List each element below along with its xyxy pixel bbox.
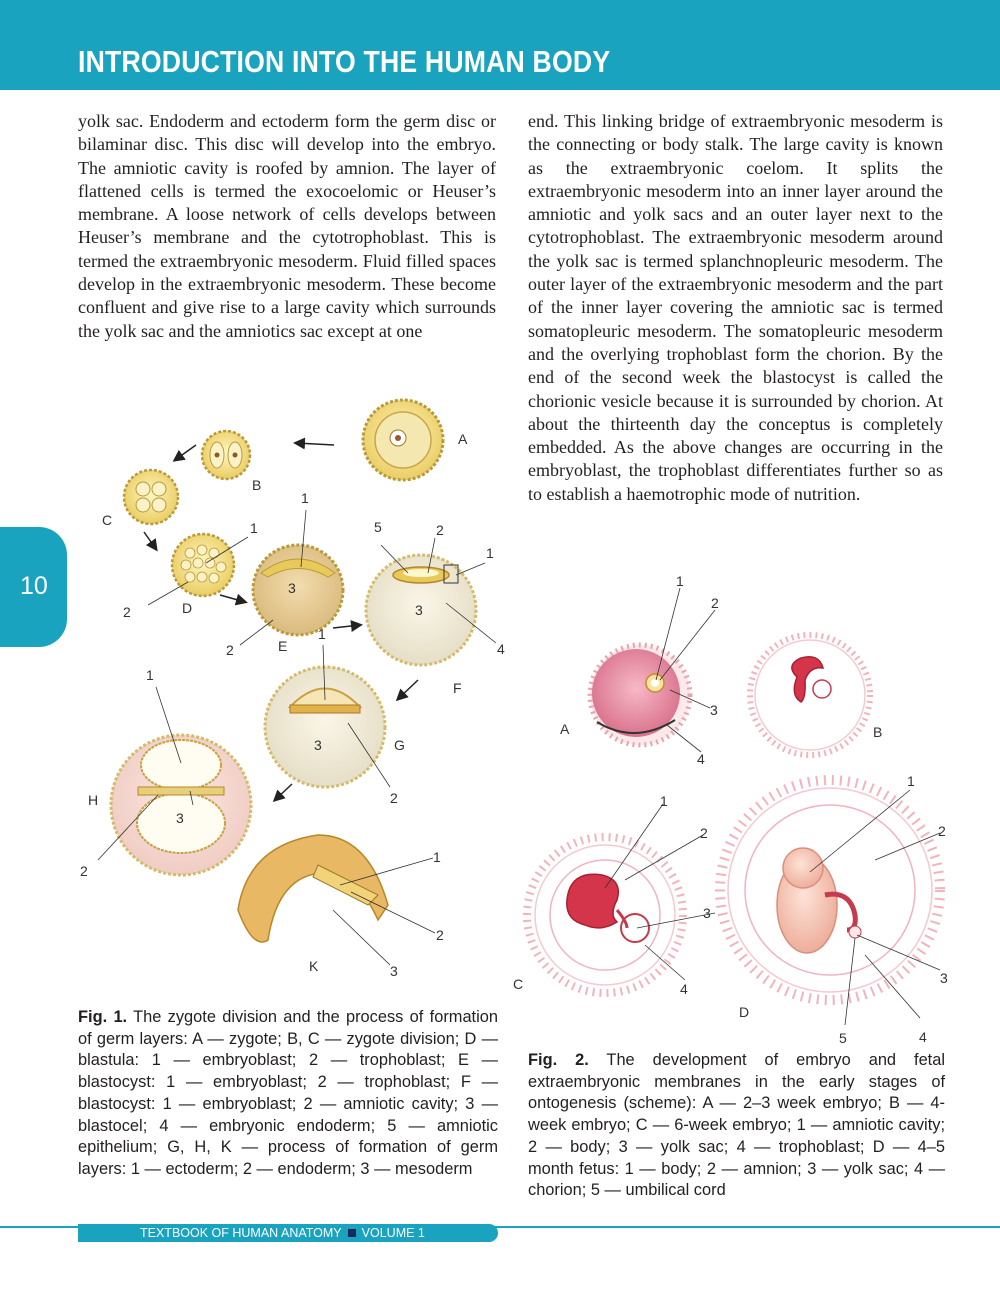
body-text-column-1: yolk sac. Endoderm and ectoderm form the germ disc or bilaminar disc. This disc will develop into the embryo. The amniotic cavity is roofed by amnion. The layer of flattened cells is termed the exocoelomic or Heuser’s membrane. A loose network of cells develops between Heuser’s membrane and the cytotrophoblast. This is termed the extraembryonic mesoderm. Fluid filled spaces develop in the extraembryonic mesoderm. These become confluent and give rise to a large cavity which surrounds the yolk sac and the amniotics sac except at one	[78, 111, 496, 341]
fig1-label-E: E	[278, 638, 288, 654]
fig1-F-label-5: 5	[374, 519, 382, 535]
fig1-label-D: D	[182, 600, 193, 616]
fig1-label-A: A	[458, 431, 468, 447]
fig2-label-B: B	[873, 724, 883, 740]
fig1-F-label-2: 2	[436, 522, 444, 538]
fig2-D-label-3: 3	[940, 970, 948, 986]
figure-2-caption	[528, 1050, 945, 1202]
fig1-label-F: F	[453, 680, 462, 696]
fig2-D-label-2: 2	[938, 823, 946, 839]
footer-square-icon	[348, 1229, 356, 1237]
fig1-G-label-2: 2	[390, 790, 398, 806]
figure-1-caption-text: The zygote division and the process of formation of germ layers: A — zygote; B, C — zygote division; D — blastula: 1 — embryoblast; 2 — trophoblast; E — blastocyst: 1 — embryoblast; 2 — trophoblast; F — blastocyst: 1 — embryoblast; 2 — amniotic cavity; 3 — blastocel; 4 — embryonic endoderm; 5 — amniotic epithelium; G, H, K — process of formation of germ layers: 1 — ectoderm; 2 — endoderm; 3 — mesoderm	[78, 1008, 498, 1178]
running-footer	[140, 1226, 425, 1240]
fig1-label-H: H	[88, 792, 99, 808]
footer-volume: VOLUME 1	[361, 1226, 425, 1240]
fig2-D-label-5: 5	[839, 1030, 847, 1045]
fig2-label-D: D	[739, 1004, 750, 1020]
fig2-A-label-1: 1	[676, 573, 684, 589]
figure-2-illustration	[505, 570, 965, 1045]
fig2-embryo-A	[590, 645, 690, 745]
fig1-E-label-1: 1	[301, 490, 309, 506]
fig2-label-A: A	[560, 721, 570, 737]
fig1-four-cell-C	[124, 470, 178, 524]
fig1-label-B: B	[252, 477, 262, 493]
fig2-D-label-1: 1	[907, 773, 915, 789]
fig2-D-label-4: 4	[919, 1029, 927, 1045]
figure-2-caption-label: Fig. 2.	[528, 1051, 589, 1069]
fig2-A-label-4: 4	[697, 751, 705, 767]
fig1-zygote-A	[363, 400, 443, 480]
fig1-K-label-3: 3	[390, 963, 398, 979]
fig1-K-label-1: 1	[433, 849, 441, 865]
footer-book-title: TEXTBOOK OF HUMAN ANATOMY	[140, 1226, 342, 1240]
body-text-column-2: end. This linking bridge of extraembryonic mesoderm is the connecting or body stalk. The large cavity is known as the extraembryonic coelom. It splits the extraembryonic mesoderm into an inner layer around the amniotic and yolk sacs and an outer layer next to the cytotrophoblast. The extraembryonic mesoderm around the yolk sac is termed splanchnopleuric mesoderm. The outer layer of the extraembryonic mesoderm and the part of the inner layer covering the amniotic sac is termed somatopleuric mesoderm. The somatopleuric mesoderm and the overlying trophoblast form the chorion. By the end of the second week the blastocyst is called the chorionic vesicle because it is surrounded by chorion. At about the thirteenth day the conceptus is completely embedded. As the above changes are occurring in the embryoblast, the trophoblast differentiates further so as to establish a haemotrophic mode of nutrition.	[528, 111, 943, 504]
fig2-A-label-3: 3	[710, 702, 718, 718]
figure-1-illustration	[78, 395, 518, 995]
fig1-blastula-D	[172, 534, 234, 596]
fig2-C-label-4: 4	[680, 981, 688, 997]
fig1-H-label-1: 1	[146, 667, 154, 683]
fig2-embryo-B	[750, 635, 870, 755]
fig1-F-label-1: 1	[486, 545, 494, 561]
fig1-F-label-4: 4	[497, 641, 505, 657]
fig1-germ-disc-K	[238, 835, 388, 942]
fig1-label-K: K	[309, 958, 319, 974]
fig1-blastocyst-E	[253, 545, 343, 635]
fig1-H-label-3: 3	[176, 810, 184, 826]
fig1-H-label-2: 2	[80, 863, 88, 879]
page-number: 10	[20, 572, 48, 600]
fig1-K-label-2: 2	[436, 927, 444, 943]
fig2-label-C: C	[513, 976, 524, 992]
page-title: INTRODUCTION INTO THE HUMAN BODY	[78, 44, 611, 79]
fig1-E-label-3: 3	[288, 580, 296, 596]
fig2-C-label-1: 1	[660, 793, 668, 809]
fig1-D-label-1: 1	[250, 520, 258, 536]
figure-2-caption-text: The development of embryo and fetal extraembryonic membranes in the early stages of ontogenesis (scheme): A — 2–3 week embryo; B — 4-week embryo; C — 6-week embryo; 1 — amniotic cavity; 2 — body; 3 — yolk sac; 4 — trophoblast; D — 4–5 month fetus: 1 — body; 2 — amnion; 3 — yolk sac; 4 — chorion; 5 — umbilical cord	[528, 1051, 945, 1200]
fig1-F-label-3: 3	[415, 602, 423, 618]
fig1-two-cell-B	[202, 431, 250, 479]
fig1-germ-layers-H	[111, 735, 251, 875]
fig1-E-label-2: 2	[226, 642, 234, 658]
figure-1-caption-label: Fig. 1.	[78, 1008, 128, 1026]
fig2-C-label-3: 3	[703, 905, 711, 921]
fig2-fetus-D	[720, 780, 940, 1000]
fig2-A-label-2: 2	[711, 595, 719, 611]
fig1-label-C: C	[102, 512, 113, 528]
fig1-G-label-3: 3	[314, 737, 322, 753]
fig1-G-label-1: 1	[318, 626, 326, 642]
fig1-germ-layers-G	[265, 667, 385, 787]
fig1-label-G: G	[394, 737, 405, 753]
fig2-C-label-2: 2	[700, 825, 708, 841]
fig1-D-label-2: 2	[123, 604, 131, 620]
figure-1-caption	[78, 1007, 498, 1181]
